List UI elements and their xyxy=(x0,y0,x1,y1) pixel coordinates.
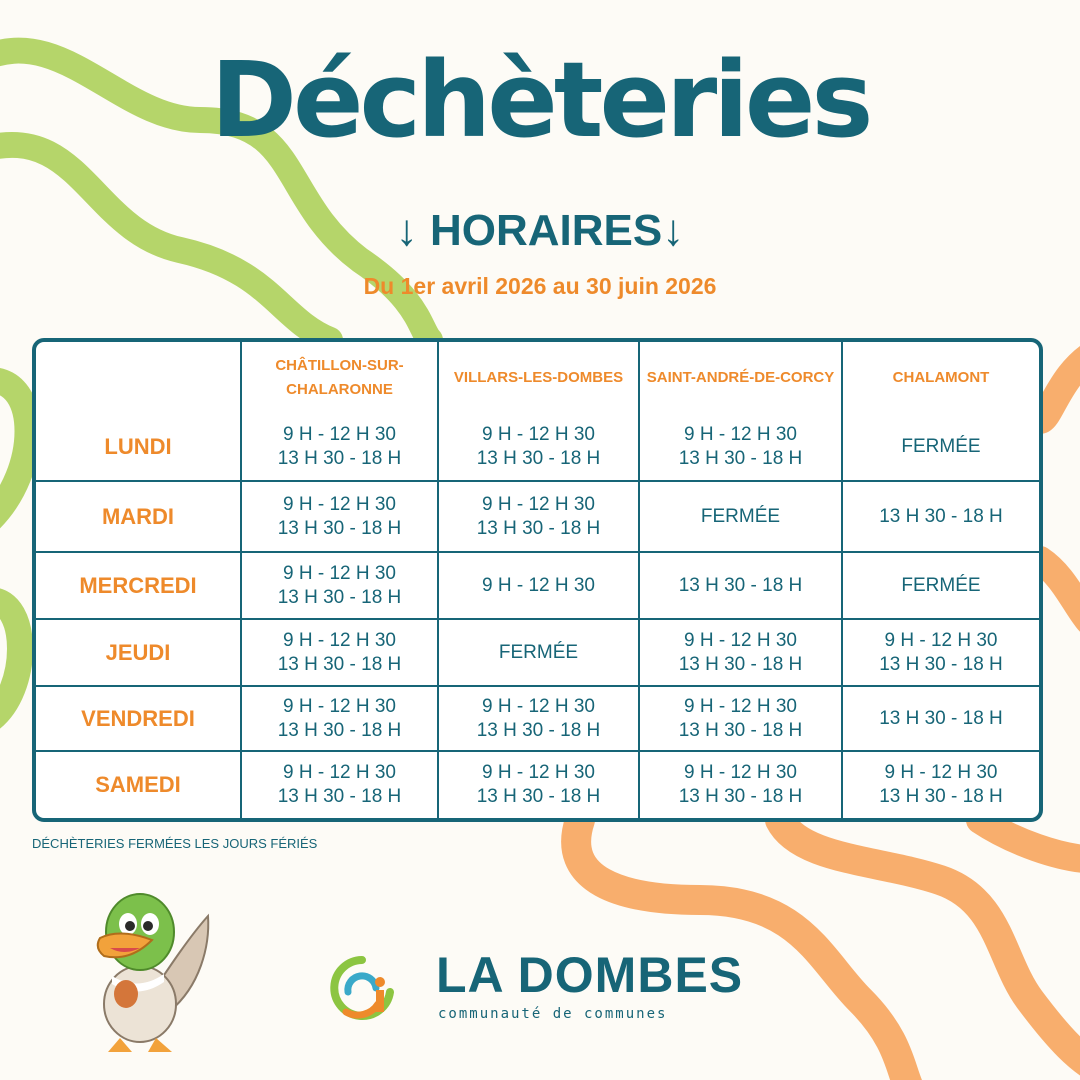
hours-cell: 9 H - 12 H 30 13 H 30 - 18 H xyxy=(241,619,438,686)
hours-cell: 9 H - 12 H 30 13 H 30 - 18 H xyxy=(842,619,1039,686)
hours-cell: FERMÉE xyxy=(639,481,842,552)
la-dombes-logo-icon xyxy=(326,952,398,1024)
day-label: MERCREDI xyxy=(36,552,241,619)
column-header: CHALAMONT xyxy=(842,342,1039,414)
hours-cell: 13 H 30 - 18 H xyxy=(842,686,1039,751)
hours-cell: 9 H - 12 H 30 13 H 30 - 18 H xyxy=(639,751,842,818)
date-range: Du 1er avril 2026 au 30 juin 2026 xyxy=(363,273,717,299)
column-header: VILLARS-LES-DOMBES xyxy=(438,342,639,414)
day-label: LUNDI xyxy=(36,414,241,481)
day-label: MARDI xyxy=(36,481,241,552)
table-row xyxy=(36,481,1039,552)
day-label: SAMEDI xyxy=(36,751,241,818)
logo-tagline: communauté de communes xyxy=(438,1006,668,1022)
logo-name: LA DOMBES xyxy=(436,947,744,1003)
schedule-heading: ↓ HORAIRES↓ xyxy=(395,206,685,255)
table-row xyxy=(36,619,1039,686)
duck-mascot-icon xyxy=(60,876,220,1056)
hours-cell: FERMÉE xyxy=(842,552,1039,619)
hours-cell: 9 H - 12 H 30 13 H 30 - 18 H xyxy=(438,751,639,818)
hours-cell: 9 H - 12 H 30 13 H 30 - 18 H xyxy=(241,481,438,552)
hours-cell: 9 H - 12 H 30 13 H 30 - 18 H xyxy=(842,751,1039,818)
column-header: CHÂTILLON-SUR-CHALARONNE xyxy=(241,342,438,414)
table-row xyxy=(36,414,1039,481)
hours-cell: 9 H - 12 H 30 13 H 30 - 18 H xyxy=(438,686,639,751)
hours-cell: 9 H - 12 H 30 13 H 30 - 18 H xyxy=(639,686,842,751)
hours-cell: 9 H - 12 H 30 13 H 30 - 18 H xyxy=(438,481,639,552)
hours-cell: 9 H - 12 H 30 13 H 30 - 18 H xyxy=(241,414,438,481)
hours-cell: FERMÉE xyxy=(842,414,1039,481)
la-dombes-logo xyxy=(326,948,746,1028)
schedule-table-container xyxy=(32,338,1043,822)
hours-cell: 9 H - 12 H 30 13 H 30 - 18 H xyxy=(639,619,842,686)
table-row xyxy=(36,686,1039,751)
schedule-table xyxy=(36,342,1039,818)
page-title: Déchèteries xyxy=(210,39,870,161)
hours-cell: 9 H - 12 H 30 13 H 30 - 18 H xyxy=(241,751,438,818)
table-row xyxy=(36,552,1039,619)
hours-cell: 9 H - 12 H 30 13 H 30 - 18 H xyxy=(438,414,639,481)
hours-cell: 9 H - 12 H 30 13 H 30 - 18 H xyxy=(241,552,438,619)
day-label: VENDREDI xyxy=(36,686,241,751)
day-label: JEUDI xyxy=(36,619,241,686)
hours-cell: 9 H - 12 H 30 13 H 30 - 18 H xyxy=(639,414,842,481)
hours-cell: 9 H - 12 H 30 13 H 30 - 18 H xyxy=(241,686,438,751)
hours-cell: 13 H 30 - 18 H xyxy=(639,552,842,619)
holiday-note: DÉCHÈTERIES FERMÉES LES JOURS FÉRIÉS xyxy=(32,836,318,851)
corner-cell xyxy=(36,342,241,414)
hours-cell: FERMÉE xyxy=(438,619,639,686)
hours-cell: 9 H - 12 H 30 xyxy=(438,552,639,619)
column-header: SAINT-ANDRÉ-DE-CORCY xyxy=(639,342,842,414)
table-row xyxy=(36,751,1039,818)
hours-cell: 13 H 30 - 18 H xyxy=(842,481,1039,552)
